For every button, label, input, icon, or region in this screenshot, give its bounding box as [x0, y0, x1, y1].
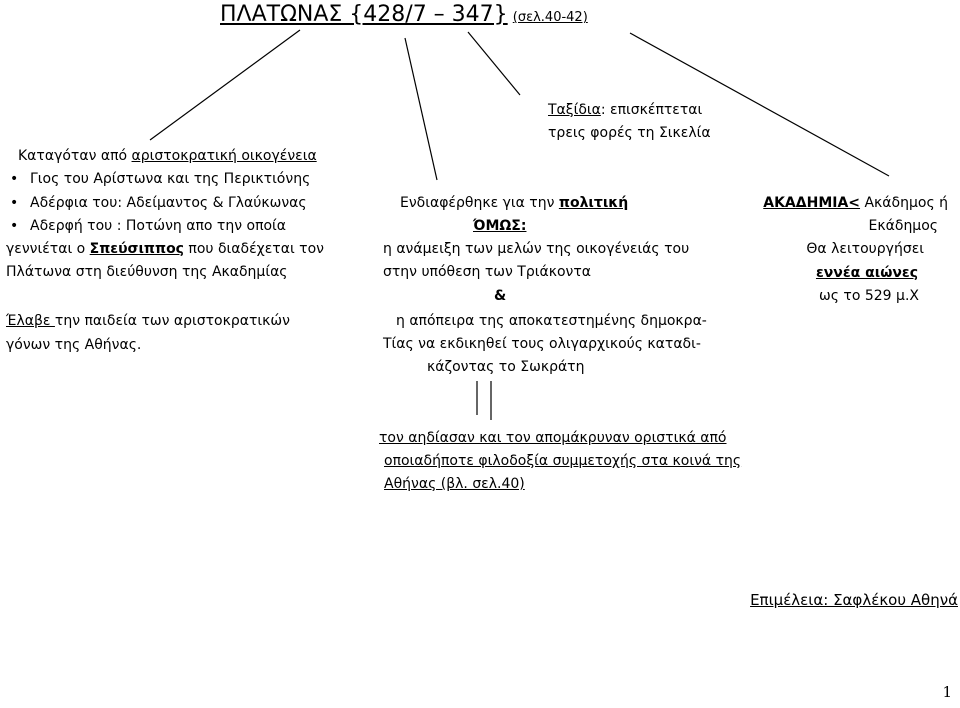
page-title [220, 2, 588, 31]
credit: Επιμέλεια: Σαφλέκου Αθηνά [750, 591, 958, 609]
thirty-line: στην υπόθεση των Τριάκοντα [383, 264, 591, 280]
ampersand: & [494, 288, 507, 304]
origin-link: αριστοκρατική οικογένεια [131, 148, 317, 164]
connector-left [150, 30, 300, 140]
academy-nine-centuries: εννέα αιώνες [815, 265, 918, 281]
socrates-line: κάζοντας το Σωκράτη [427, 359, 585, 375]
family-involvement-line: η ανάμειξη των μελών της οικογένειάς του [383, 241, 690, 257]
education-verb: Έλαβε [6, 313, 55, 329]
politics-line [400, 195, 628, 211]
origin-prefix: Καταγόταν από [18, 148, 132, 164]
democracy-line: η απόπειρα της αποκατεστημένης δημοκρα- [396, 313, 707, 329]
education-line-2: γόνων της Αθήνας. [6, 337, 142, 353]
travels-rest: : επισκέπτεται [600, 102, 703, 118]
list-item-sister: • Αδερφή του : Ποτώνη απο την οποία [30, 218, 286, 234]
however-label: ΌΜΩΣ: [473, 218, 527, 234]
conclusion-line-3: Αθήνας (βλ. σελ.40) [384, 476, 525, 492]
connector-travels [468, 32, 520, 95]
travels-label: Ταξίδια [548, 102, 601, 118]
education-line [6, 313, 290, 329]
title-main: ΠΛΑΤΩΝΑΣ {428/7 – 347} [220, 2, 508, 27]
academy-until-529: ως το 529 μ.Χ [819, 288, 919, 304]
revenge-line: Τίας να εκδικηθεί τους ολιγαρχικούς καταδι- [383, 336, 701, 352]
conclusion-line-1: τον αηδίασαν και τον απομάκρυναν οριστικά από [379, 430, 727, 446]
academy-succession-line: Πλάτωνα στη διεύθυνση της Ακαδημίας [6, 264, 288, 280]
origin-line [18, 148, 317, 164]
speusippus-suffix: που διαδέχεται τον [183, 241, 324, 257]
travels-line [548, 102, 702, 118]
academy-title: ΑΚΑΔΗΜΙΑ< [763, 195, 861, 211]
page-number: 1 [942, 683, 952, 701]
education-rest: την παιδεία των αριστοκρατικών [54, 313, 290, 329]
speusippus-prefix: γεννιέται ο [6, 241, 90, 257]
academy-title-line [763, 195, 948, 211]
connector-middle [405, 38, 437, 180]
speusippus-line [6, 241, 324, 257]
list-item-son: • Γιος του Αρίστωνα και της Περικτιόνης [30, 171, 310, 187]
conclusion-line-2: οποιαδήποτε φιλοδοξία συμμετοχής στα κοινά της [384, 453, 742, 469]
politics-link: πολιτική [558, 195, 629, 211]
politics-prefix: Ενδιαφέρθηκε για την [400, 195, 559, 211]
speusippus-name: Σπεύσιππος [89, 241, 184, 257]
academy-akadimos: Ακάδημος ή [860, 195, 948, 211]
title-ref: (σελ.40-42) [512, 10, 588, 25]
list-item-siblings: • Αδέρφια του: Αδείμαντος & Γλαύκωνας [30, 195, 307, 211]
academy-will-operate: Θα λειτουργήσει [806, 241, 924, 257]
travels-line-2: τρεις φορές τη Σικελία [548, 125, 711, 141]
academy-ekadimos: Εκάδημος [868, 218, 938, 234]
